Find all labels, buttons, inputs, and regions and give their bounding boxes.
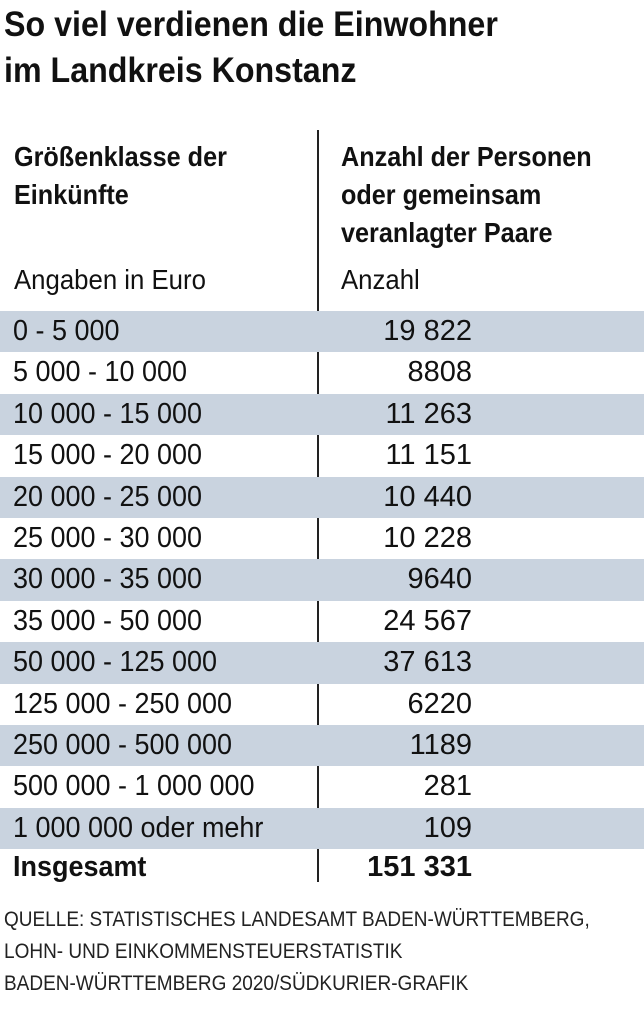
table-row	[0, 601, 644, 642]
count-cell: 1189	[409, 728, 472, 761]
source-note	[4, 904, 638, 1000]
header-line: veranlagter Paare	[341, 217, 553, 248]
income-class-column-header	[14, 138, 227, 214]
count-cell: 281	[423, 770, 472, 803]
header-line: Einkünfte	[14, 179, 129, 210]
table-row	[0, 435, 644, 476]
count-cell: 9640	[407, 563, 472, 596]
count-cell: 24 567	[383, 604, 472, 637]
table-row	[0, 518, 644, 559]
total-count: 151 331	[367, 851, 472, 883]
table-row	[0, 684, 644, 725]
table-row	[0, 642, 644, 683]
income-class-cell: 30 000 - 35 000	[13, 563, 202, 596]
table-row	[0, 352, 644, 393]
header-line: Größenklasse der	[14, 141, 227, 172]
count-cell: 8808	[407, 356, 472, 389]
title-line: im Landkreis Konstanz	[4, 51, 357, 90]
table-row	[0, 725, 644, 766]
income-class-cell: 5 000 - 10 000	[13, 356, 187, 389]
total-label: Insgesamt	[13, 851, 147, 883]
count-cell: 10 228	[383, 521, 472, 554]
income-class-cell: 50 000 - 125 000	[13, 646, 217, 679]
table-body	[0, 311, 644, 849]
income-class-cell: 500 000 - 1 000 000	[13, 770, 255, 803]
count-cell: 11 151	[385, 439, 472, 472]
income-class-cell: 20 000 - 25 000	[13, 480, 202, 513]
income-class-cell: 15 000 - 20 000	[13, 439, 202, 472]
table-row	[0, 394, 644, 435]
income-class-cell: 10 000 - 15 000	[13, 397, 202, 430]
header-line: oder gemeinsam	[341, 179, 542, 210]
count-cell: 37 613	[383, 646, 472, 679]
table-row	[0, 766, 644, 807]
header-line: Anzahl der Personen	[341, 141, 592, 172]
source-line: QUELLE: STATISTISCHES LANDESAMT BADEN-WÜRTTEMBERG,	[4, 908, 590, 931]
count-unit-label: Anzahl	[341, 264, 420, 295]
income-class-cell: 1 000 000 oder mehr	[13, 811, 264, 844]
table-row	[0, 311, 644, 352]
income-class-cell: 35 000 - 50 000	[13, 604, 202, 637]
count-cell: 6220	[407, 687, 472, 720]
count-cell: 109	[423, 811, 472, 844]
count-cell: 19 822	[383, 315, 472, 347]
count-cell: 10 440	[383, 480, 472, 513]
source-line: LOHN- UND EINKOMMENSTEUERSTATISTIK	[4, 940, 403, 963]
income-class-cell: 125 000 - 250 000	[13, 687, 232, 720]
income-class-cell: 0 - 5 000	[13, 315, 120, 347]
title-line: So viel verdienen die Einwohner	[4, 5, 498, 44]
income-class-cell: 25 000 - 30 000	[13, 521, 202, 554]
source-line: BADEN-WÜRTTEMBERG 2020/SÜDKURIER-GRAFIK	[4, 972, 469, 995]
count-cell: 11 263	[385, 397, 472, 430]
count-column-header	[341, 138, 611, 252]
income-unit-label: Angaben in Euro	[14, 264, 206, 295]
table-row	[0, 477, 644, 518]
table-row	[0, 559, 644, 600]
income-class-cell: 250 000 - 500 000	[13, 728, 232, 761]
page-title	[4, 2, 589, 94]
table-row	[0, 808, 644, 849]
total-row	[0, 849, 644, 889]
